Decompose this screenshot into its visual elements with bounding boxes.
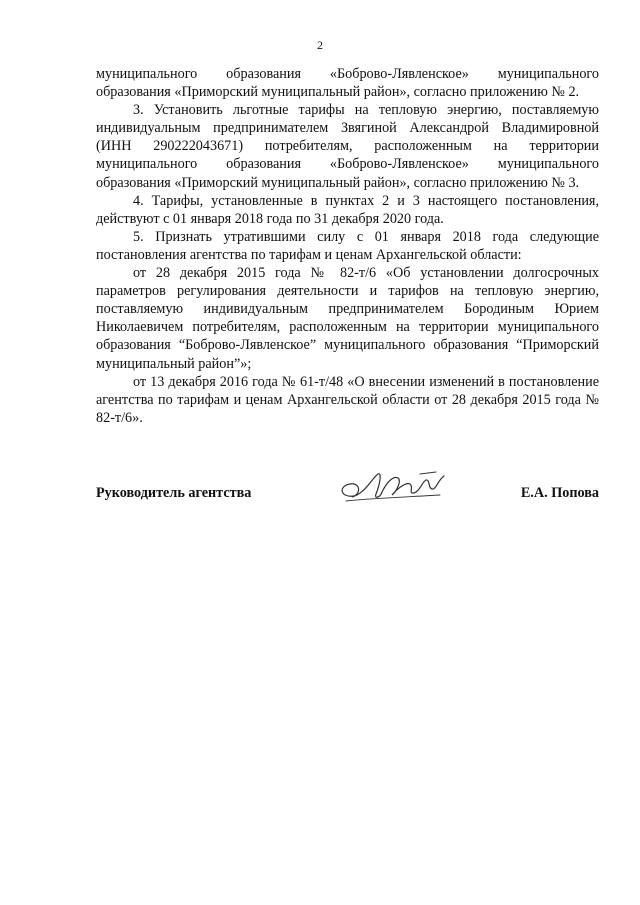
paragraph: от 28 декабря 2015 года № 82-т/6 «Об установлении долгосрочных параметров регулирования деятельности и тарифов на тепловую энергию, поставляемую индивидуальным предпринимателем Бородиным Юрием Николаевичем потребителям, расположенным на территории муниципального образования “Боброво-Лявленское” муниципального образования “Приморский муниципальный район”»;: [96, 265, 599, 372]
signature-block: [96, 484, 599, 506]
paragraph: от 13 декабря 2016 года № 61-т/48 «О внесении изменений в постановление агентства по тарифам и ценам Архангельской области от 28 декабря 2015 года № 82-т/6».: [96, 373, 599, 426]
page-number: 2: [317, 38, 323, 52]
signatory-title: Руководитель агентства: [96, 485, 252, 501]
paragraph: 4. Тарифы, установленные в пунктах 2 и 3 настоящего постановления, действуют с 01 января 2018 года по 31 декабря 2020 года.: [96, 192, 599, 227]
paragraph: 5. Признать утратившими силу с 01 января 2018 года следующие постановления агентства по тарифам и ценам Архангельской области:: [96, 228, 599, 263]
document-body: [96, 65, 599, 427]
handwritten-signature: [336, 468, 456, 508]
paragraph: муниципального образования «Боброво-Лявленское» муниципального образования «Приморский муниципальный район», согласно приложению № 2.: [96, 66, 599, 101]
paragraph: 3. Установить льготные тарифы на тепловую энергию, поставляемую индивидуальным предпринимателем Звягиной Александрой Владимировной (ИНН 290222043671) потребителям, расположенным на территории муниципального образования «Боброво-Лявленское» муниципального образования «Приморский муниципальный район», согласно приложению № 3.: [96, 102, 599, 191]
signatory-name: Е.А. Попова: [520, 485, 599, 501]
